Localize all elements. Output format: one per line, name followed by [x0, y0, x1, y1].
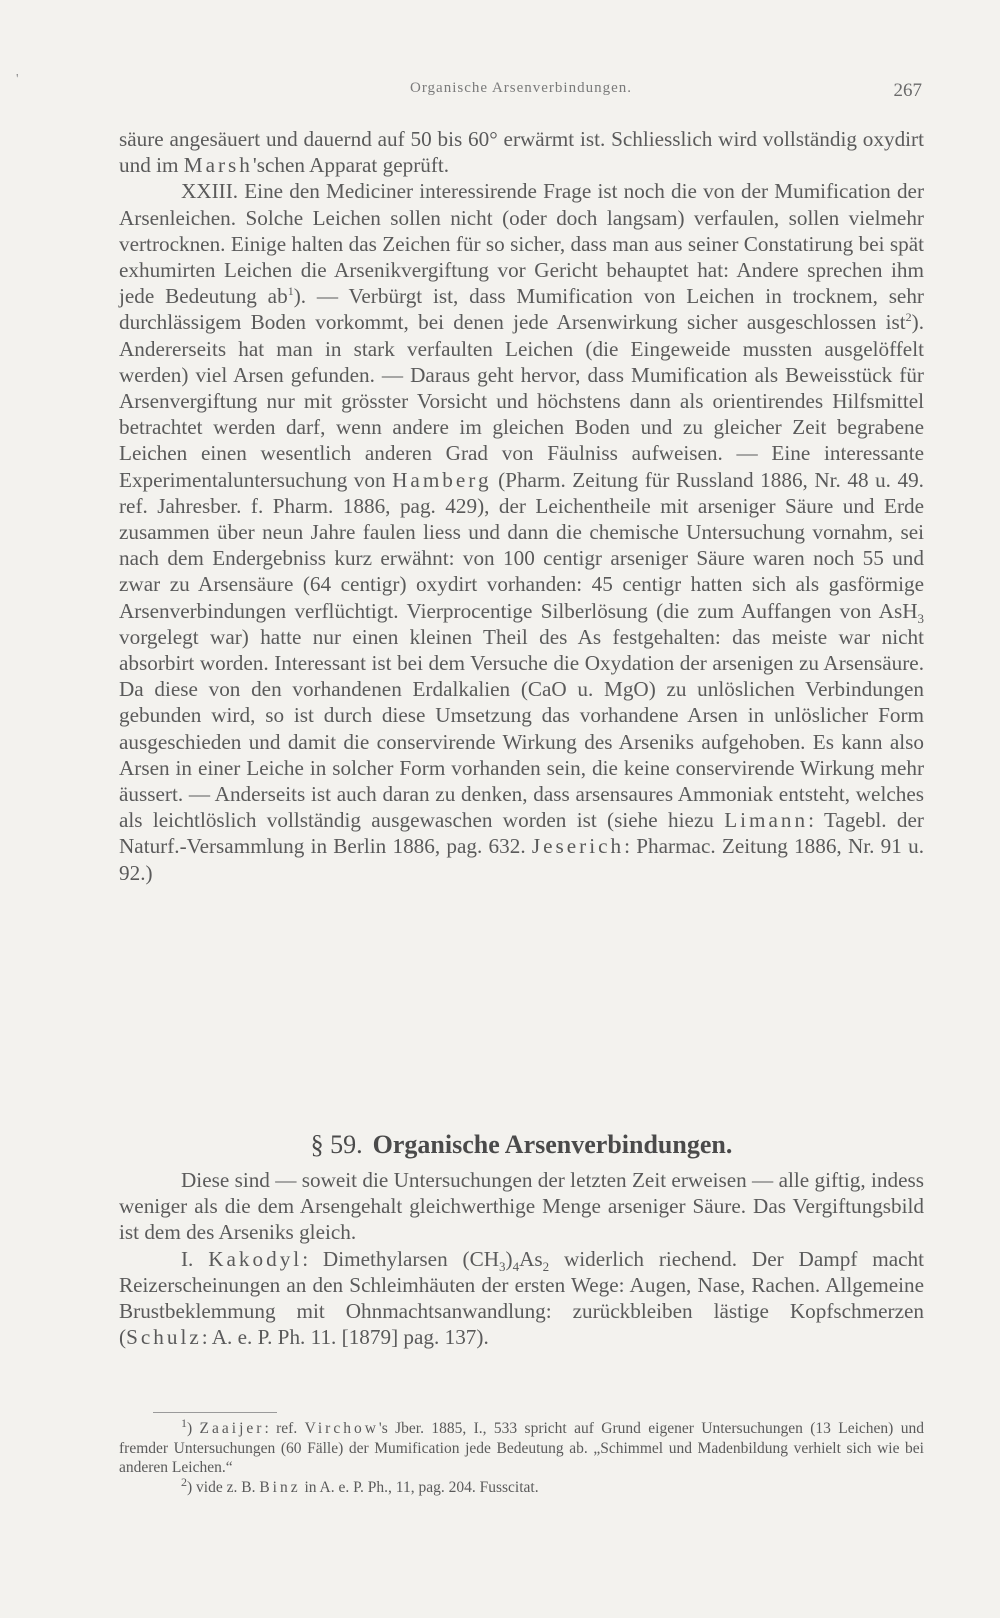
- footnote-ref-2: 2: [905, 310, 912, 325]
- page-number: 267: [893, 80, 922, 101]
- author-name: Marsh: [183, 153, 253, 178]
- paragraph-intro: Diese sind — soweit die Untersuchungen der letzten Zeit erweisen — alle giftig, indess weniger als die dem Arsengehalt gleichwerthige Menge arseniger Säure. Das Vergiftungsbild ist dem des Arseniks gleich.: [119, 1168, 924, 1245]
- footnotes: [119, 1415, 924, 1497]
- paragraph-mumification: XXIII. Eine den Mediciner interessirende Frage ist noch die von der Mumification der Arsenleichen. Solche Leichen sollen nicht (oder doch langsam) verfaulen, sollen vielmehr vertrocknen. Einige halten das Zeichen für so sicher, dass man aus seiner Constatirung bei spät exhumirten Leichen die Arsenikvergiftung vor Gericht behauptet hat: Andere sprechen ihm jede Bedeutung $ab^1$). — Verbürgt ist, dass Mumification von Leichen in trocknem, sehr durchlässigem Boden vorkommt, bei denen jede Arsenwirkung sicher ausgeschlossen ist$^2$). Andererseits hat man in stark verfaulten Leichen (die Eingeweide mussten ausgelöffelt werden) viel Arsen gefunden. — Daraus geht hervor, dass Mumification als Beweisstück für Arsenvergiftung nur mit grösster Vorsicht und höchstens dann als orientirendes Hilfsmittel betrachtet werden darf, wenn andere im gleichen Boden und zu gleicher Zeit begrabene Leichen einen wesentlich anderen Grad von Fäulniss aufweisen. — Eine interessante Experimentaluntersuchung von Hamberg (Pharm. Zeitung für Russland 1886, Nr. 48 u. 49. ref. Jahresber. f. Pharm. 1886, pag. 429), der Leichentheile mit arseniger Säure und Erde zusammen über neun Jahre faulen liess und dann die chemische Untersuchung vornahm, sei nach dem Endergebniss kurz erwähnt: von 100 centigr arseniger Säure waren noch 55 und zwar zu Arsensäure (64 centigr) oxydirt vorhanden: 45 centigr hatten sich als gasförmige Arsenverbindungen verflüchtigt. Vierprocentige Silberlösung (die zum Auffangen von AsH$_3$ vorgelegt war) hatte nur einen kleinen Theil des As festgehalten: das meiste war nicht absorbirt worden. Interessant ist bei dem Versuche die Oxydation der arsenigen zu Arsensäure. Da diese von den vorhandenen Erdalkalien (CaO u. MgO) zu unlöslichen Verbindungen gebunden wird, so ist durch diese Umsetzung das vorhandene Arsen in unlöslicher Form ausgeschieden und damit die conservirende Wirkung des Arseniks aufgehoben. Es kann also Arsen in einer Leiche in solcher Form vorhanden sein, die keine conservirende Wirkung mehr äussert. — Anderseits ist auch daran zu denken, dass arsensaures Ammoniak entsteht, welches als leichtlöslich vollständig ausgewaschen worden ist (siehe hiezu Limann: Tagebl. der Naturf.-Versammlung in Berlin 1886, pag. 632. Jeserich: Pharmac. Zeitung 1886, Nr. 91 u. 92.): [119, 179, 924, 885]
- section-number: § 59.: [310, 1130, 363, 1159]
- section-title: Organische Arsenverbindungen.: [372, 1130, 733, 1159]
- footnote-2: $^2$) vide z. B. Binz in A. e. P. Ph., 11, pag. 204. Fusscitat.: [181, 1474, 539, 1496]
- author-name: Zaaijer: [199, 1420, 265, 1437]
- footnote-1: $^1$) Zaaijer: ref. Virchow's Jber. 1885, I., 533 spricht auf Grund eigener Untersuchungen (13 Leichen) und fremder Untersuchungen (60 Fälle) der Mumification jede Bedeutung ab. „Schimmel und Madenbildung verhielt sich wie bei anderen Leichen.“: [119, 1415, 924, 1476]
- author-name: Limann: [724, 808, 809, 833]
- paragraph-marsh: säure angesäuert und dauernd auf 50 bis 60° erwärmt ist. Schliesslich wird vollständig oxydirt und im Marsh'schen Apparat geprüft.: [119, 127, 924, 178]
- section-text: [119, 1167, 924, 1350]
- subscript: 3: [917, 610, 924, 626]
- author-name: Binz: [259, 1478, 301, 1496]
- running-head: [120, 80, 922, 104]
- term-kakodyl: Kakodyl: [208, 1246, 303, 1271]
- subscript: 3: [499, 1258, 506, 1274]
- paragraph-kakodyl: I. Kakodyl: Dimethylarsen $(CH_3)_4As_2$ widerlich riechend. Der Dampf macht Reizerscheinungen an den Schleimhäuten der ersten Wege: Augen, Nase, Rachen. Allgemeine Brustbeklemmung mit Ohnmachtsanwandlung: zurückbleiben lästige Kopfschmerzen (Schulz: A. e. P. Ph. 11. [1879] pag. 137).: [119, 1246, 925, 1350]
- author-name: Virchow: [304, 1420, 379, 1437]
- running-title: Organische Arsenverbindungen.: [409, 80, 632, 96]
- footnote-rule: [153, 1412, 277, 1413]
- section-heading: [119, 1129, 924, 1161]
- subscript: 4: [512, 1258, 520, 1274]
- stray-mark: ': [16, 72, 19, 87]
- author-name: Jeserich: [531, 834, 625, 859]
- author-name: Hamberg: [392, 467, 492, 492]
- body-text: [119, 126, 924, 886]
- author-name: Schulz: [126, 1325, 202, 1350]
- subscript: 2: [542, 1258, 550, 1274]
- footnote-ref-1: 1: [287, 284, 294, 299]
